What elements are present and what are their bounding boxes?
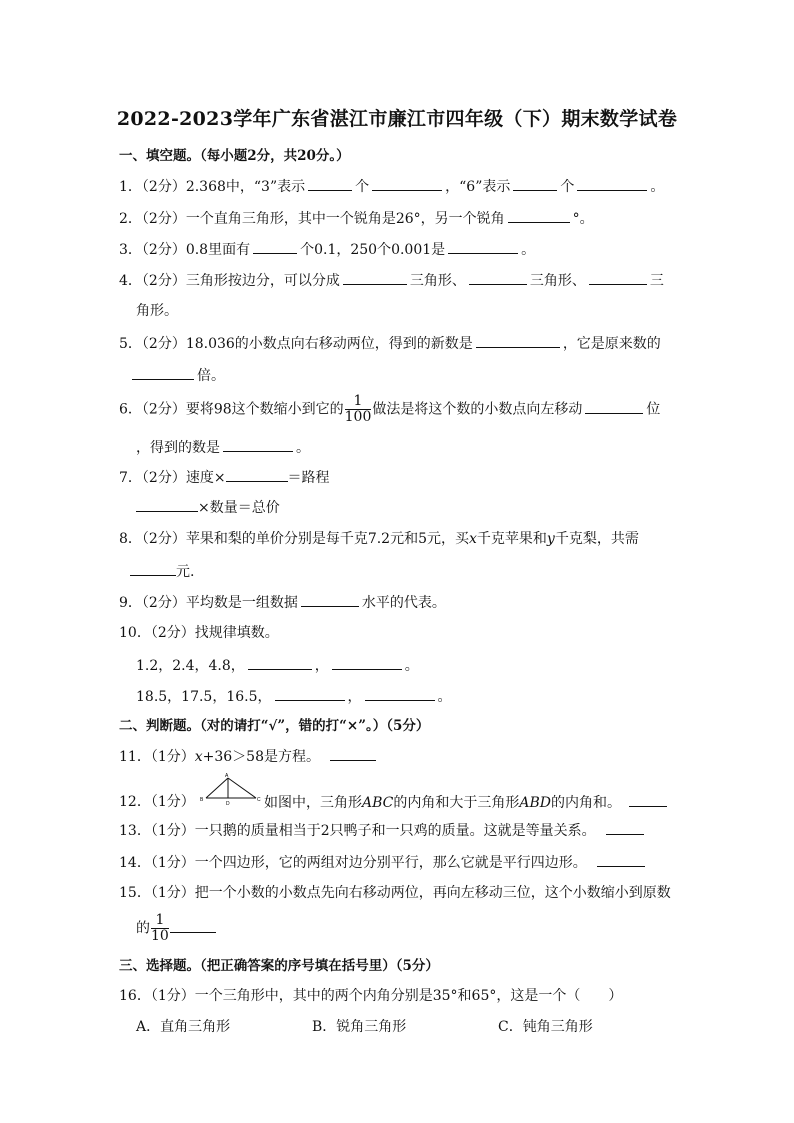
- question-12: 12．（1分）: [119, 794, 195, 810]
- answer-blank[interactable]: [365, 686, 435, 701]
- figure-label-c: C: [257, 797, 261, 803]
- question-9: 9．（2分）平均数是一组数据 水平的代表。: [119, 592, 446, 613]
- answer-blank[interactable]: [130, 561, 176, 576]
- answer-blank[interactable]: [132, 365, 194, 380]
- answer-blank[interactable]: [629, 792, 667, 807]
- answer-blank[interactable]: [469, 270, 527, 285]
- question-5-cont: 倍。: [132, 365, 225, 386]
- figure-edge: [206, 778, 228, 798]
- question-10-row-1: 1.2，2.4，4.8， ， 。: [136, 655, 419, 676]
- answer-blank[interactable]: [301, 592, 359, 607]
- figure-label-a: A: [225, 773, 229, 779]
- question-11: 11．（1分）x+36＞58是方程。: [119, 746, 379, 767]
- answer-blank[interactable]: [330, 746, 376, 761]
- answer-blank[interactable]: [372, 176, 442, 191]
- answer-blank[interactable]: [248, 655, 312, 670]
- question-6: 6．（2分）要将98这个数缩小到它的 $\frac{1}{100}$ 做法是将这个数的小数点向左移动 位: [119, 393, 661, 425]
- answer-blank[interactable]: [170, 918, 216, 933]
- answer-blank[interactable]: [513, 176, 557, 191]
- question-10-row-2: 18.5，17.5，16.5， ， 。: [136, 686, 452, 707]
- figure-edge: [228, 778, 256, 798]
- question-10: 10．（2分）找规律填数。: [119, 625, 279, 641]
- question-16: 16．（1分）一个三角形中，其中的两个内角分别是35°和65°，这是一个（ ）: [119, 988, 623, 1004]
- question-3: 3．（2分）0.8里面有 个0.1，250个0.001是 。: [119, 239, 535, 260]
- question-7: 7．（2分）速度× ＝路程: [119, 467, 330, 488]
- fraction-1-10: $\frac{1}{10}$: [151, 912, 169, 944]
- question-8-cont: 元.: [130, 561, 194, 582]
- question-15: 15．（1分）把一个小数的小数点先向右移动两位，再向左移动三位，这个小数缩小到原数: [119, 885, 671, 901]
- figure-label-d: D: [226, 801, 230, 806]
- option-a[interactable]: A．直角三角形: [136, 1019, 231, 1035]
- answer-blank[interactable]: [606, 820, 644, 835]
- answer-blank[interactable]: [589, 270, 647, 285]
- question-15-cont: 的 $\frac{1}{10}$: [136, 913, 216, 944]
- section-heading-true-false: 二、判断题。（对的请打“√”，错的打“×”。）（5分）: [119, 718, 430, 734]
- answer-blank[interactable]: [275, 686, 345, 701]
- answer-blank[interactable]: [577, 176, 647, 191]
- question-7-cont: ×数量＝总价: [136, 497, 280, 518]
- answer-blank[interactable]: [226, 467, 288, 482]
- question-8: 8．（2分）苹果和梨的单价分别是每千克7.2元和5元，买x千克苹果和y千克梨，共需: [119, 531, 639, 547]
- answer-blank[interactable]: [448, 239, 518, 254]
- answer-blank[interactable]: [308, 176, 352, 191]
- answer-blank[interactable]: [585, 399, 643, 414]
- answer-blank[interactable]: [508, 208, 570, 223]
- triangle-figure: [198, 772, 264, 806]
- section-heading-multiple-choice: 三、选择题。（把正确答案的序号填在括号里）（5分）: [119, 958, 439, 974]
- question-6-cont: ，得到的数是 。: [136, 437, 310, 458]
- fraction-1-100: $\frac{1}{100}$: [344, 393, 372, 425]
- answer-blank[interactable]: [476, 333, 560, 348]
- question-5: 5．（2分）18.036的小数点向右移动两位，得到的新数是 ，它是原来数的: [119, 333, 661, 354]
- question-12-text: 如图中，三角形ABC的内角和大于三角形ABD的内角和。: [264, 792, 670, 813]
- answer-blank[interactable]: [136, 497, 198, 512]
- figure-label-b: B: [200, 797, 204, 803]
- answer-blank[interactable]: [223, 437, 293, 452]
- answer-blank[interactable]: [343, 270, 407, 285]
- question-1: 1．（2分）2.368中，“3”表示 个 ，“6”表示 个 。: [119, 176, 664, 197]
- answer-blank[interactable]: [253, 239, 297, 254]
- option-b[interactable]: B．锐角三角形: [312, 1019, 407, 1035]
- page-title: 2022-2023学年广东省湛江市廉江市四年级（下）期末数学试卷: [116, 108, 678, 130]
- question-2: 2．（2分）一个直角三角形，其中一个锐角是26°，另一个锐角 °。: [119, 208, 594, 229]
- question-13: 13．（1分）一只鹅的质量相当于2只鸭子和一只鸡的质量。这就是等量关系。: [119, 820, 647, 841]
- answer-blank[interactable]: [597, 852, 645, 867]
- question-4-cont: 角形。: [136, 303, 178, 319]
- option-c[interactable]: C．钝角三角形: [498, 1019, 593, 1035]
- section-heading-fill-blank: 一、填空题。（每小题2分，共20分。）: [119, 148, 350, 164]
- question-14: 14．（1分）一个四边形，它的两组对边分别平行，那么它就是平行四边形。: [119, 852, 648, 873]
- question-4: 4．（2分）三角形按边分，可以分成 三角形、 三角形、 三: [119, 270, 664, 291]
- answer-blank[interactable]: [332, 655, 402, 670]
